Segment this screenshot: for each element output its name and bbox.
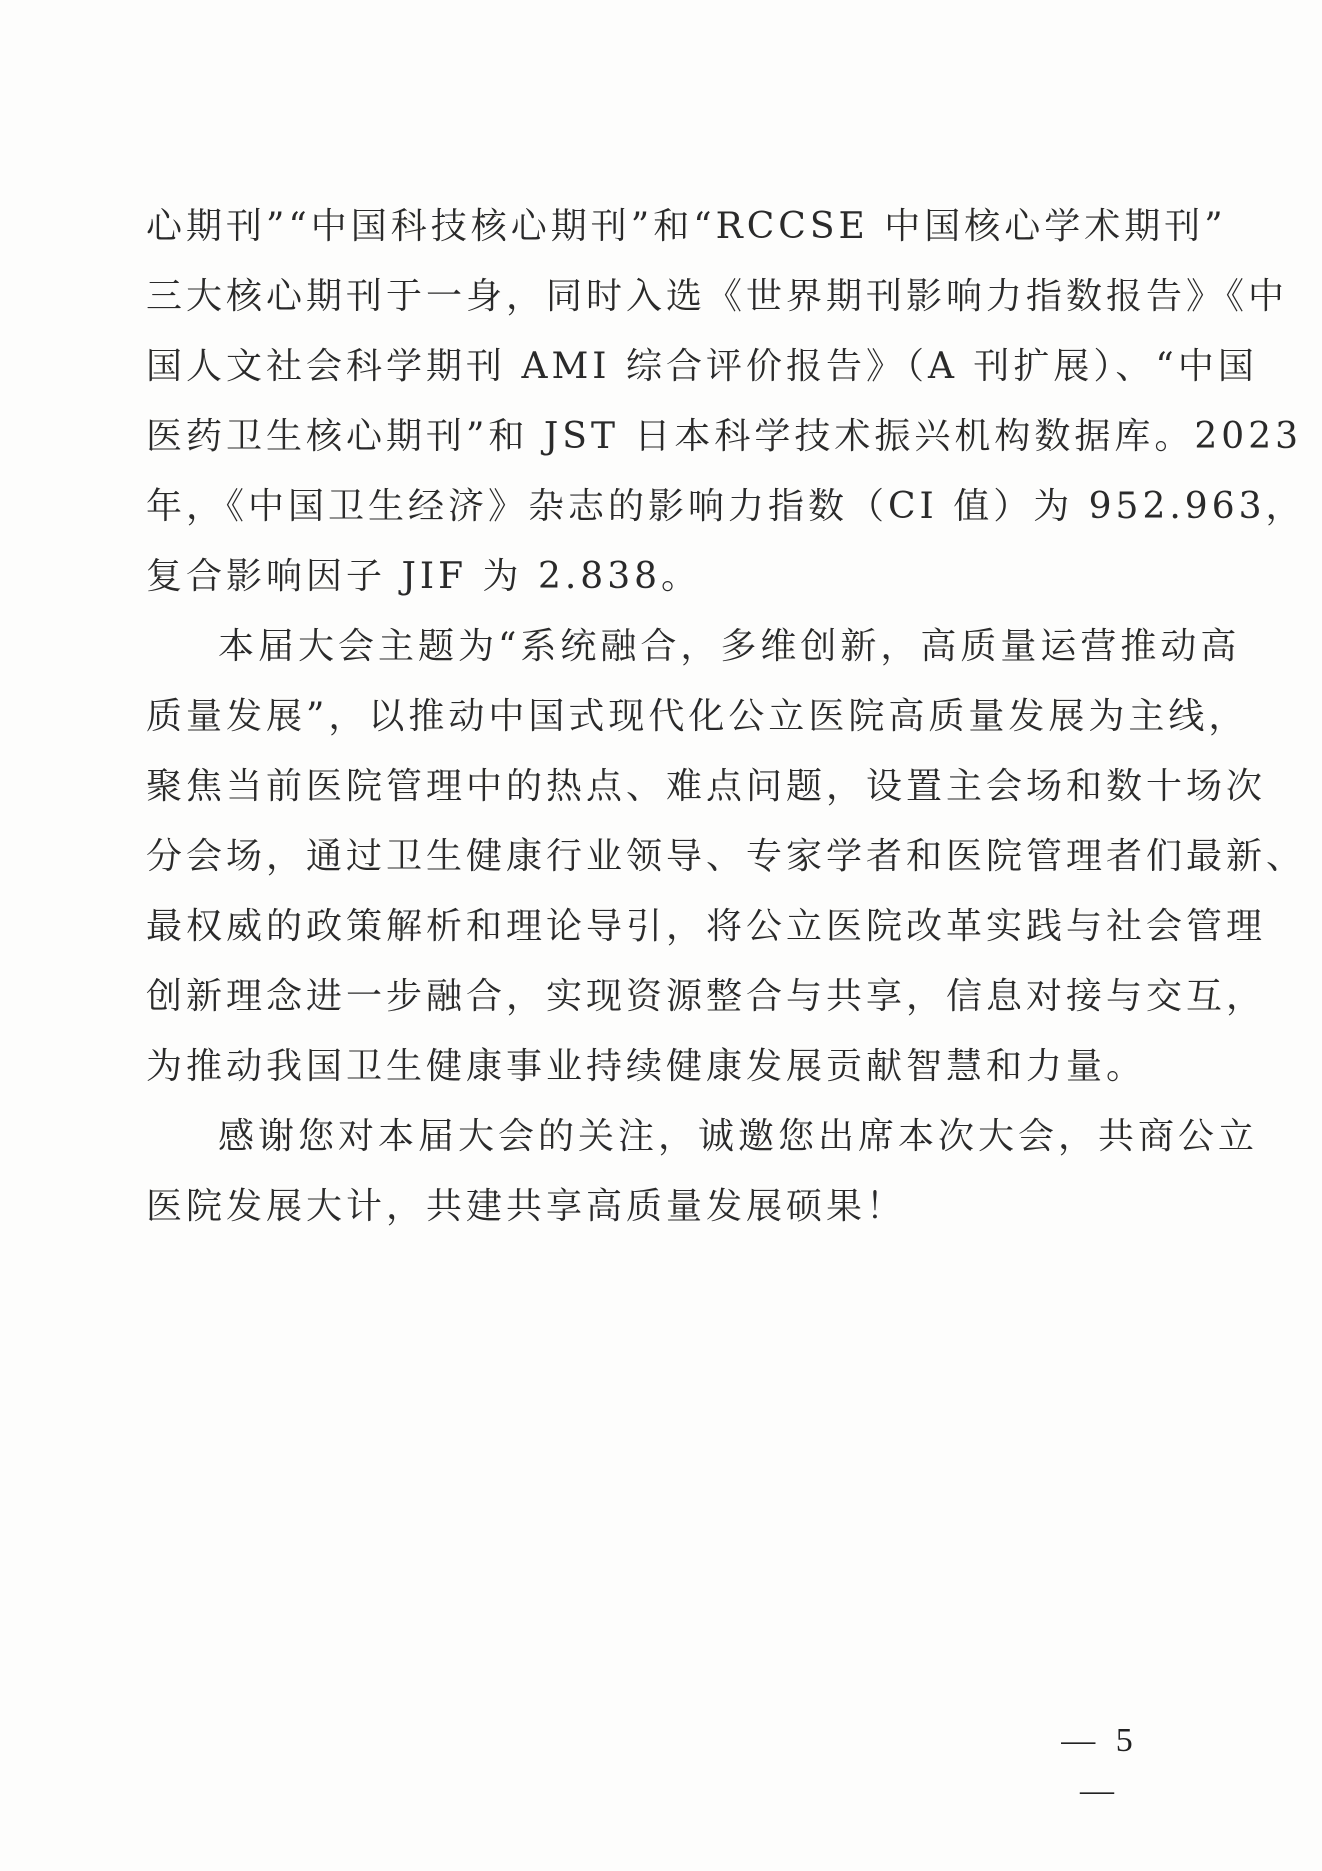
- paragraph-line: 三大核心期刊于一身，同时入选《世界期刊影响力指数报告》《中: [146, 276, 1289, 317]
- paragraph-line: 医院发展大计，共建共享高质量发展硕果！: [146, 1186, 907, 1227]
- document-body: [146, 192, 1307, 1242]
- paragraph-line: 分会场，通过卫生健康行业领导、专家学者和医院管理者们最新、: [146, 836, 1307, 877]
- paragraph-conference-theme: [146, 612, 1307, 1102]
- page-number: — 5 —: [1061, 1722, 1139, 1809]
- paragraph-line: 复合影响因子 JIF 为 2.838。: [146, 556, 702, 597]
- paragraph-line: 质量发展”，以推动中国式现代化公立医院高质量发展为主线，: [146, 696, 1249, 737]
- paragraph-line: 创新理念进一步融合，实现资源整合与共享，信息对接与交互，: [146, 976, 1267, 1017]
- paragraph-journal-intro: [146, 192, 1306, 612]
- paragraph-line: 聚焦当前医院管理中的热点、难点问题，设置主会场和数十场次: [146, 766, 1267, 807]
- paragraph-line: 医药卫生核心期刊”和 JST 日本科学技术振兴机构数据库。2023: [146, 416, 1303, 457]
- paragraph-line: 心期刊”“中国科技核心期刊”和“RCCSE 中国核心学术期刊”: [146, 206, 1227, 247]
- paragraph-line: 本届大会主题为“系统融合，多维创新，高质量运营推动高: [218, 626, 1241, 667]
- paragraph-line: 为推动我国卫生健康事业持续健康发展贡献智慧和力量。: [146, 1046, 1147, 1087]
- paragraph-line: 感谢您对本届大会的关注，诚邀您出席本次大会，共商公立: [218, 1116, 1259, 1157]
- paragraph-invitation: [146, 1102, 1259, 1242]
- paragraph-line: 年，《中国卫生经济》杂志的影响力指数（CI 值）为 952.963，: [146, 486, 1306, 527]
- paragraph-line: 最权威的政策解析和理论导引，将公立医院改革实践与社会管理: [146, 906, 1267, 947]
- paragraph-line: 国人文社会科学期刊 AMI 综合评价报告》（A 刊扩展）、“中国: [146, 346, 1258, 387]
